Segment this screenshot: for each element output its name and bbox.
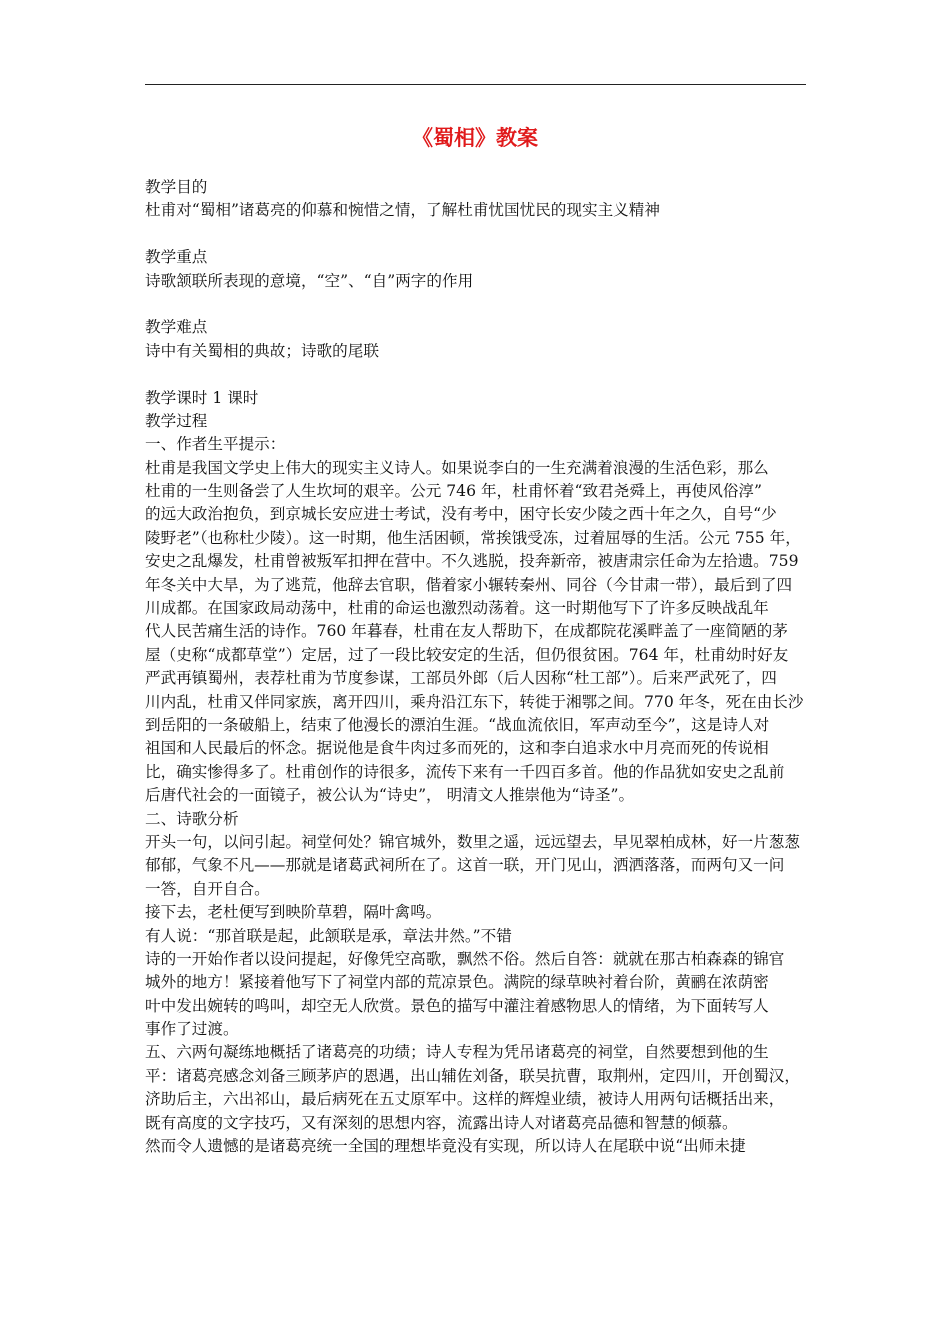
section-gap [145,293,810,316]
text-line: 叶中发出婉转的鸣叫，却空无人欣赏。景色的描写中灌注着感物思人的情绪，为下面转写人 [145,996,769,1015]
text-line: 接下去，老杜便写到映阶草碧，隔叶禽鸣。 [145,903,442,922]
text-line: 有人说：“那首联是起，此颔联是承，章法井然。”不错 [145,926,512,945]
text-line: 代人民苦痛生活的诗作。760 年暮春，杜甫在友人帮助下，在成都院花溪畔盖了一座简陋的茅 [145,622,788,641]
text-line: 杜甫对“蜀相”诸葛亮的仰慕和惋惜之情，了解杜甫忧国忧民的现实主义精神 [145,201,660,220]
document-body [145,176,810,1158]
section-gap [145,363,810,386]
text-line: 事作了过渡。 [145,1020,239,1039]
text-line: 济助后主，六出祁山，最后病死在五丈原军中。这样的辉煌业绩，被诗人用两句话概括出来， [145,1090,785,1109]
text-line: 一、作者生平提示： [145,435,286,454]
text-line: 杜甫是我国文学史上伟大的现实主义诗人。如果说李白的一生充满着浪漫的生活色彩，那么 [145,458,769,477]
text-line: 诗中有关蜀相的典故；诗歌的尾联 [145,341,379,360]
text-line: 后唐代社会的一面镜子，被公认为“诗史”， 明清文人推崇他为“诗圣”。 [145,786,635,805]
text-line: 到岳阳的一条破船上，结束了他漫长的漂泊生涯。“战血流依旧，军声动至今”，这是诗人对 [145,715,770,734]
text-line: 屋（史称“成都草堂”）定居，过了一段比较安定的生活，但仍很贫困。764 年，杜甫幼时好友 [145,645,789,664]
text-line: 开头一句，以问引起。祠堂何处？锦官城外，数里之遥，远远望去，早见翠柏成林，好一片葱葱 [145,832,800,851]
text-line: 比，确实惨得多了。杜甫创作的诗很多，流传下来有一千四百多首。他的作品犹如安史之乱前 [145,762,785,781]
text-line: 既有高度的文字技巧，又有深刻的思想内容，流露出诗人对诸葛亮品德和智慧的倾慕。 [145,1113,738,1132]
text-line: 诗歌颔联所表现的意境，“空”、“自”两字的作用 [145,271,474,290]
text-line: 陵野老”（也称杜少陵）。这一时期，他生活困顿，常挨饿受冻，过着屈辱的生活。公元 755 年， [145,528,801,547]
text-line: 一答，自开自合。 [145,879,270,898]
header-rule [145,84,806,85]
text-line: 二、诗歌分析 [145,809,239,828]
text-line: 五、六两句凝练地概括了诸葛亮的功绩；诗人专程为凭吊诸葛亮的祠堂，自然要想到他的生 [145,1043,769,1062]
section-heading-line: 教学难点 [145,318,208,337]
section-heading-line: 教学课时 1 课时 [145,388,259,407]
text-line: 川内乱，杜甫又伴同家族，离开四川，乘舟沿江东下，转徙于湘鄂之间。770 年冬，死在由长沙 [145,692,804,711]
section-gap [145,223,810,246]
text-line: 年冬关中大旱，为了逃荒，他辞去官职，偕着家小辗转秦州、同谷（今甘肃一带），最后到了四 [145,575,793,594]
section-heading-line: 教学目的 [145,178,208,196]
text-line: 诗的一开始作者以设问提起，好像凭空高歌，飘然不俗。然后自答：就就在那古柏森森的锦官 [145,949,785,968]
text-line: 祖国和人民最后的怀念。据说他是食牛肉过多而死的，这和李白追求水中月亮而死的传说相 [145,739,769,758]
text-line: 教学过程 [145,411,208,430]
text-line: 城外的地方！紧接着他写下了祠堂内部的荒凉景色。满院的绿草映衬着台阶，黄鹂在浓荫密 [145,973,769,992]
text-line: 安史之乱爆发，杜甫曾被叛军扣押在营中。不久逃脱，投奔新帝，被唐肃宗任命为左拾遗。759 [145,552,799,571]
section-heading-line: 教学重点 [145,248,208,267]
text-line: 川成都。在国家政局动荡中，杜甫的命运也激烈动荡着。这一时期他写下了许多反映战乱年 [145,599,769,618]
text-line: 杜甫的一生则备尝了人生坎坷的艰辛。公元 746 年，杜甫怀着“致君尧舜上，再使风俗淳” [145,482,762,501]
document-title: 《蜀相》教案 [412,125,538,150]
text-line: 郁郁，气象不凡——那就是诸葛武祠所在了。这首一联，开门见山，洒洒落落，而两句又一问 [145,856,785,875]
text-line: 的远大政治抱负，到京城长安应进士考试，没有考中，困守长安少陵之西十年之久，自号“少 [145,505,777,524]
text-line: 然而令人遗憾的是诸葛亮统一全国的理想毕竟没有实现，所以诗人在尾联中说“出师未捷 [145,1137,746,1156]
text-line: 平：诸葛亮感念刘备三顾茅庐的恩遇，出山辅佐刘备，联吴抗曹，取荆州，定四川，开创蜀汉， [145,1066,800,1085]
text-line: 严武再镇蜀州，表荐杜甫为节度参谋，工部员外郎（后人因称“杜工部”）。后来严武死了，四 [145,669,777,688]
